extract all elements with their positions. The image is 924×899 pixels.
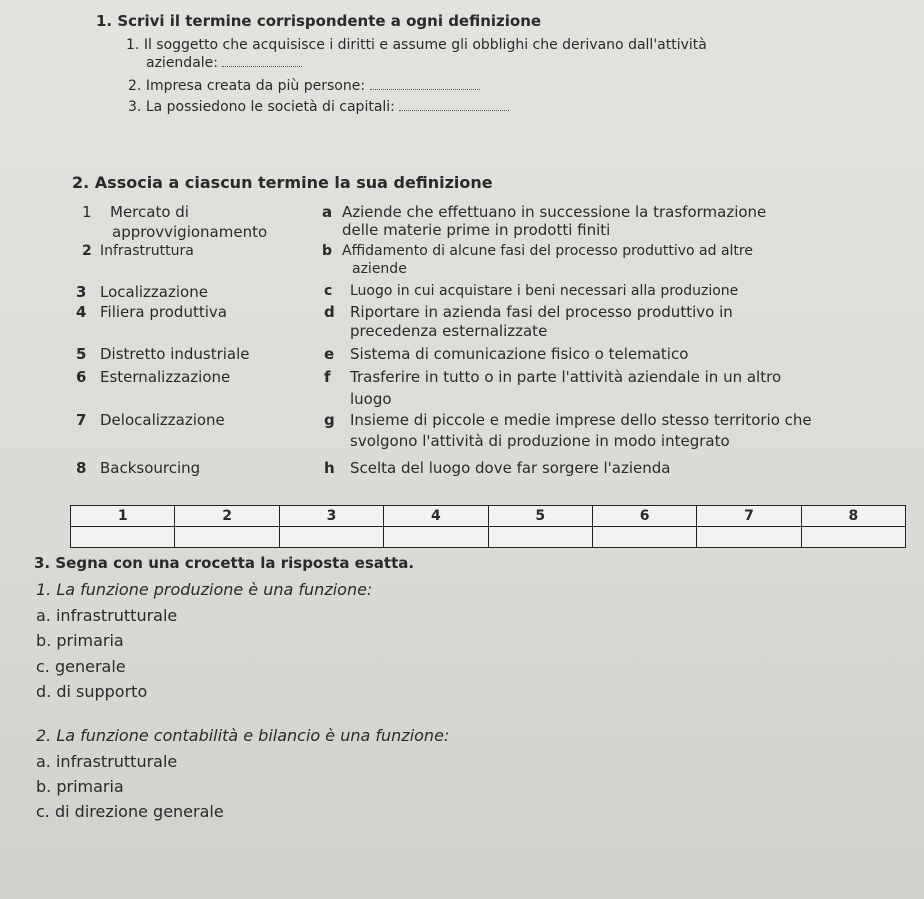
term-6-line-1: Esternalizzazione — [100, 368, 231, 386]
section2-title: 2. Associa a ciascun termine la sua definizione — [72, 173, 493, 192]
term-2 — [82, 243, 194, 259]
question-2: 2. La funzione contabilità e bilancio è una funzione: — [36, 726, 450, 745]
term-1-num: 1 — [82, 203, 92, 221]
def-d-letter: d — [324, 303, 335, 321]
s1-item-1-text: Il soggetto che acquisisce i diritti e assume gli obblighi che derivano dall'attività — [143, 37, 707, 53]
grid-answer-cell-6[interactable] — [592, 527, 696, 548]
term-4 — [76, 303, 227, 321]
def-e — [324, 345, 688, 363]
grid-answer-cell-8[interactable] — [801, 527, 905, 548]
def-b-line-2: aziende — [352, 261, 407, 277]
question-1: 1. La funzione produzione è una funzione: — [36, 580, 373, 599]
def-h-line-1: Scelta del luogo dove far sorgere l'azienda — [350, 459, 671, 477]
grid-answer-cell-7[interactable] — [697, 527, 801, 548]
q1-option-b[interactable]: b. primaria — [36, 631, 124, 650]
def-e-letter: e — [324, 345, 335, 363]
q2-option-b[interactable]: b. primaria — [36, 777, 124, 796]
s1-item-3-num: 3. — [128, 99, 142, 115]
term-7-num: 7 — [76, 411, 87, 429]
grid-header-row — [71, 506, 906, 527]
def-e-line-1: Sistema di comunicazione fisico o telematico — [350, 345, 689, 363]
term-6-num: 6 — [76, 368, 87, 386]
grid-answer-cell-2[interactable] — [175, 527, 279, 548]
term-8-line-1: Backsourcing — [100, 459, 201, 477]
def-c-line-1: Luogo in cui acquistare i beni necessari alla produzione — [350, 283, 739, 299]
answer-blank-2[interactable] — [370, 79, 480, 90]
q1-option-a[interactable]: a. infrastrutturale — [36, 606, 178, 625]
def-d-line-1: Riportare in azienda fasi del processo produttivo in — [350, 303, 733, 321]
def-f-line-1: Trasferire in tutto o in parte l'attività aziendale in un altro — [350, 368, 782, 386]
term-8-num: 8 — [76, 459, 87, 477]
def-f-letter: f — [324, 368, 331, 386]
def-g-letter: g — [324, 411, 335, 429]
answer-blank-1[interactable] — [222, 56, 302, 67]
def-f — [324, 368, 781, 386]
term-1 — [82, 203, 189, 221]
def-a-line-2: delle materie prime in prodotti finiti — [342, 221, 611, 239]
answer-blank-3[interactable] — [399, 100, 509, 111]
def-g-line-1: Insieme di piccole e medie imprese dello stesso territorio che — [350, 411, 812, 429]
s1-item-2-num: 2. — [128, 78, 142, 94]
q2-option-a[interactable]: a. infrastrutturale — [36, 752, 178, 771]
term-1-line-2: approvvigionamento — [112, 223, 268, 241]
grid-header-cell: 6 — [592, 506, 696, 527]
s1-item-1-num: 1. — [126, 37, 140, 53]
term-8 — [76, 459, 200, 477]
grid-answer-cell-5[interactable] — [488, 527, 592, 548]
grid-header-cell: 8 — [801, 506, 905, 527]
section3-title: 3. Segna con una crocetta la risposta esatta. — [34, 554, 415, 572]
term-4-line-1: Filiera produttiva — [100, 303, 227, 321]
term-1-line-1: Mercato di — [110, 203, 189, 221]
grid-header-cell: 2 — [175, 506, 279, 527]
q1-option-d[interactable]: d. di supporto — [36, 682, 148, 701]
def-b-letter: b — [322, 243, 333, 259]
s1-item-1-text-b: aziendale: — [146, 55, 218, 71]
s1-item-3 — [128, 99, 509, 115]
section1-title: 1. Scrivi il termine corrispondente a ogni definizione — [96, 12, 542, 30]
term-5 — [76, 345, 250, 363]
term-3-num: 3 — [76, 283, 87, 301]
s1-item-2 — [128, 78, 480, 94]
grid-answer-cell-1[interactable] — [71, 527, 175, 548]
grid-header-cell: 1 — [71, 506, 175, 527]
term-6 — [76, 368, 230, 386]
q2-option-c[interactable]: c. di direzione generale — [36, 802, 224, 821]
q1-option-c[interactable]: c. generale — [36, 657, 126, 676]
def-a — [322, 203, 766, 221]
term-5-num: 5 — [76, 345, 87, 363]
def-d-line-2: precedenza esternalizzate — [350, 322, 548, 340]
term-4-num: 4 — [76, 303, 87, 321]
grid-answer-cell-4[interactable] — [384, 527, 488, 548]
term-7 — [76, 411, 225, 429]
s1-item-3-text: La possiedono le società di capitali: — [145, 99, 395, 115]
def-b — [322, 243, 753, 259]
term-5-line-1: Distretto industriale — [100, 345, 250, 363]
def-h-letter: h — [324, 459, 335, 477]
grid-header-cell: 3 — [279, 506, 383, 527]
def-g — [324, 411, 812, 429]
def-c-letter: c — [324, 283, 333, 299]
def-d — [324, 303, 733, 321]
term-2-num: 2 — [82, 243, 92, 259]
term-2-line-1: Infrastruttura — [100, 243, 194, 259]
s1-item-1-cont — [146, 55, 302, 71]
def-g-line-2: svolgono l'attività di produzione in modo integrato — [350, 432, 730, 450]
grid-header-cell: 4 — [384, 506, 488, 527]
def-h — [324, 459, 670, 477]
grid-answer-row — [71, 527, 906, 548]
s1-item-1 — [126, 37, 707, 53]
s1-item-2-text: Impresa creata da più persone: — [145, 78, 366, 94]
def-f-line-2: luogo — [350, 390, 392, 408]
term-3 — [76, 283, 208, 301]
matching-answer-grid — [70, 505, 906, 548]
grid-header-cell: 7 — [697, 506, 801, 527]
def-b-line-1: Affidamento di alcune fasi del processo produttivo ad altre — [342, 243, 753, 259]
term-3-line-1: Localizzazione — [100, 283, 208, 301]
def-a-letter: a — [322, 203, 333, 221]
grid-header-cell: 5 — [488, 506, 592, 527]
term-7-line-1: Delocalizzazione — [100, 411, 225, 429]
def-a-line-1: Aziende che effettuano in successione la trasformazione — [342, 203, 767, 221]
def-c — [324, 283, 738, 299]
grid-answer-cell-3[interactable] — [279, 527, 383, 548]
